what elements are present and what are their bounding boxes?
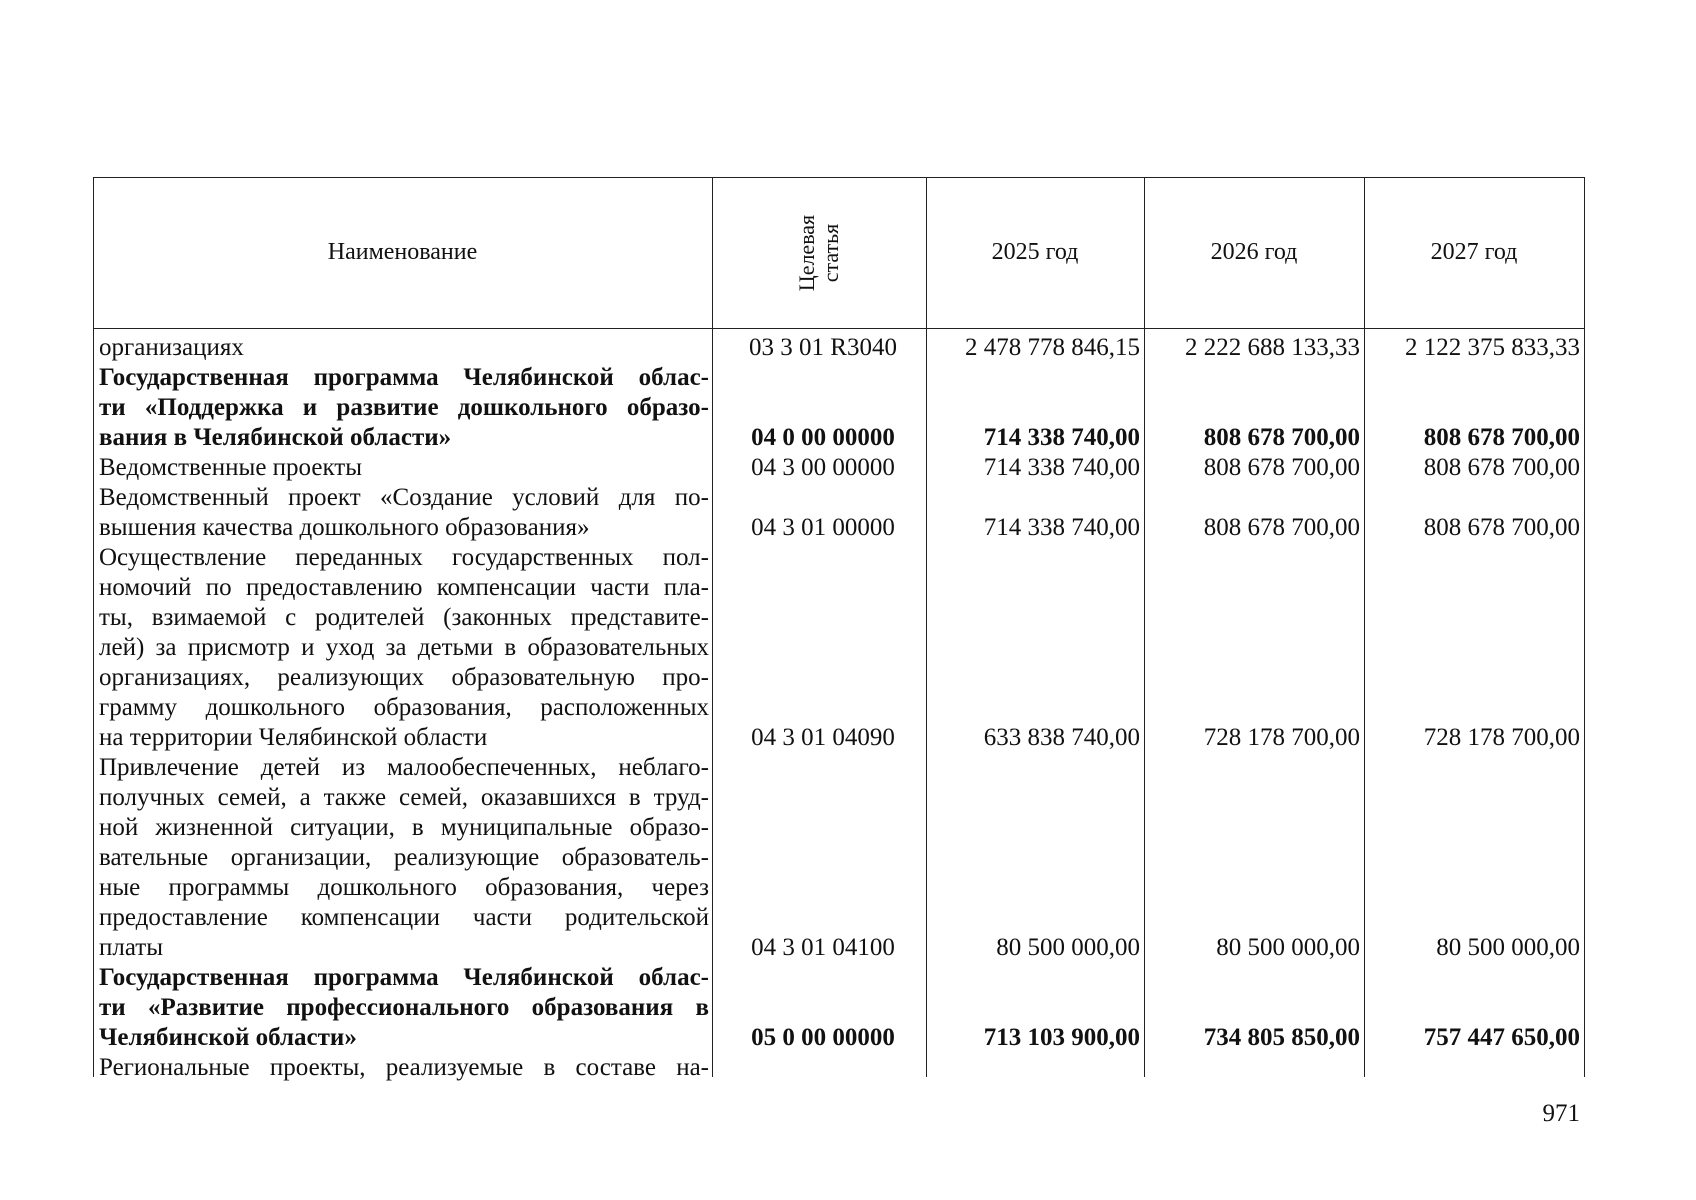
row-name-line: Осуществление переданных государственных пол-: [99, 544, 709, 571]
row-name-line: Государственная программа Челябинской облас-: [99, 964, 709, 991]
header-code: [712, 177, 926, 328]
row-value-2026: 728 178 700,00: [1203, 724, 1360, 751]
row-name-line: Региональные проекты, реализуемые в составе на-: [99, 1054, 709, 1081]
row-name-line: номочий по предоставлению компенсации части пла-: [99, 574, 709, 601]
table-header-border: [93, 328, 1584, 329]
header-2025: 2025 год: [991, 239, 1079, 265]
row-code: 05 0 00 00000: [751, 1024, 895, 1051]
row-name-line: вательные организации, реализующие образователь-: [99, 844, 709, 871]
row-name-line: Государственная программа Челябинской облас-: [99, 364, 709, 391]
row-name-line: ные программы дошкольного образования, через: [99, 874, 709, 901]
row-value-2025: 714 338 740,00: [983, 514, 1140, 541]
row-value-2025: 2 478 778 846,15: [965, 334, 1140, 361]
row-value-2025: 80 500 000,00: [996, 934, 1140, 961]
header-2026: 2026 год: [1210, 239, 1298, 265]
row-value-2026: 80 500 000,00: [1216, 934, 1360, 961]
row-value-2026: 808 678 700,00: [1203, 454, 1360, 481]
row-name-line: организациях, реализующих образовательную про-: [99, 664, 709, 691]
row-name-line: платы: [99, 934, 164, 961]
row-value-2027: 757 447 650,00: [1423, 1024, 1580, 1051]
row-code: 03 3 01 R3040: [749, 334, 897, 361]
row-value-2027: 808 678 700,00: [1423, 454, 1580, 481]
row-name-line: вания в Челябинской области»: [99, 424, 452, 451]
row-name-line: ти «Развитие профессионального образования в: [99, 994, 709, 1021]
row-value-2027: 80 500 000,00: [1436, 934, 1580, 961]
row-name-line: организациях: [99, 334, 244, 361]
row-code: 04 3 00 00000: [751, 454, 895, 481]
header-name: Наименование: [327, 239, 478, 265]
row-name-line: Привлечение детей из малообеспеченных, неблаго-: [99, 754, 709, 781]
row-value-2027: 808 678 700,00: [1423, 514, 1580, 541]
header-2027: 2027 год: [1430, 239, 1518, 265]
row-value-2025: 633 838 740,00: [983, 724, 1140, 751]
row-name-line: ти «Поддержка и развитие дошкольного образо-: [99, 394, 709, 421]
row-name-line: лей) за присмотр и уход за детьми в образовательных: [99, 634, 709, 661]
row-value-2025: 713 103 900,00: [983, 1024, 1140, 1051]
row-name-line: грамму дошкольного образования, расположенных: [99, 694, 709, 721]
row-name-line: получных семей, а также семей, оказавшихся в труд-: [99, 784, 709, 811]
row-value-2027: 728 178 700,00: [1423, 724, 1580, 751]
header-code-line2: статья: [817, 223, 843, 282]
row-value-2026: 2 222 688 133,33: [1185, 334, 1360, 361]
page-number: 971: [1542, 1100, 1580, 1127]
row-code: 04 3 01 04100: [751, 934, 895, 961]
row-value-2026: 808 678 700,00: [1203, 514, 1360, 541]
row-name-line: Ведомственный проект «Создание условий для по-: [99, 484, 709, 511]
row-code: 04 0 00 00000: [751, 424, 895, 451]
row-name-line: ты, взимаемой с родителей (законных представите-: [99, 604, 709, 631]
row-name-line: Ведомственные проекты: [99, 454, 363, 481]
row-name-line: ной жизненной ситуации, в муниципальные образо-: [99, 814, 709, 841]
row-value-2027: 808 678 700,00: [1423, 424, 1580, 451]
row-value-2025: 714 338 740,00: [983, 454, 1140, 481]
row-value-2026: 808 678 700,00: [1203, 424, 1360, 451]
row-value-2025: 714 338 740,00: [983, 424, 1140, 451]
row-name-line: Челябинской области»: [99, 1024, 357, 1051]
row-value-2026: 734 805 850,00: [1203, 1024, 1360, 1051]
row-name-line: предоставление компенсации части родительской: [99, 904, 709, 931]
row-code: 04 3 01 04090: [751, 724, 895, 751]
row-name-line: на территории Челябинской области: [99, 724, 488, 751]
table-right-border: [1584, 177, 1585, 1077]
header-code-line1: Целевая: [793, 214, 819, 291]
row-name-line: вышения качества дошкольного образования»: [99, 514, 590, 541]
row-value-2027: 2 122 375 833,33: [1405, 334, 1580, 361]
row-code: 04 3 01 00000: [751, 514, 895, 541]
